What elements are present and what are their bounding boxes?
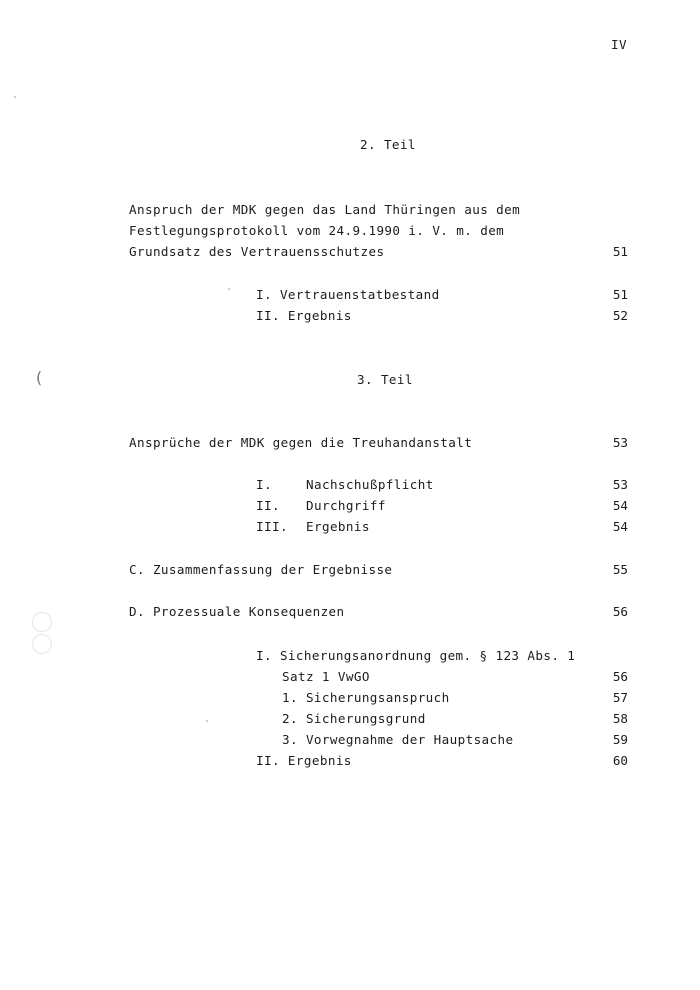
part-3-item-label: Durchgriff <box>306 498 386 513</box>
section-d-sub-i-line: Satz 1 VwGO <box>282 669 370 684</box>
section-d-sub-item-page: 57 <box>612 690 628 705</box>
scan-speck <box>14 96 16 98</box>
section-d-sub-item-page: 58 <box>612 711 628 726</box>
scan-speck <box>206 720 208 722</box>
section-d-sub-item-label: 1. Sicherungsanspruch <box>282 690 450 705</box>
section-d-sub-i-page: 56 <box>612 669 628 684</box>
part-2-title-line: Anspruch der MDK gegen das Land Thüringen aus dem <box>129 202 521 217</box>
part-2-item-label: II. Ergebnis <box>256 308 352 323</box>
section-d-sub-item-page: 59 <box>612 732 628 747</box>
part-3-title-page: 53 <box>612 435 628 450</box>
part-3-item-page: 54 <box>612 519 628 534</box>
part-2-title-line: Festlegungsprotokoll vom 24.9.1990 i. V. m. dem <box>129 223 505 238</box>
part-2-item-page: 52 <box>612 308 628 323</box>
section-c-page: 55 <box>612 562 628 577</box>
part-3-title: Ansprüche der MDK gegen die Treuhandanstalt <box>129 435 473 450</box>
punch-hole-mark <box>32 634 52 654</box>
section-d-sub-ii-page: 60 <box>612 753 628 768</box>
part-3-item-page: 53 <box>612 477 628 492</box>
punch-hole-mark <box>32 612 52 632</box>
scan-speck <box>228 288 230 290</box>
part-3-heading: 3. Teil <box>357 372 413 387</box>
part-3-item-num: II. <box>256 498 280 513</box>
section-d-page: 56 <box>612 604 628 619</box>
margin-mark: ( <box>34 368 44 387</box>
section-d-label: D. Prozessuale Konsequenzen <box>129 604 345 619</box>
part-2-item-page: 51 <box>612 287 628 302</box>
part-3-item-num: III. <box>256 519 288 534</box>
section-c-label: C. Zusammenfassung der Ergebnisse <box>129 562 393 577</box>
section-d-sub-i-line: I. Sicherungsanordnung gem. § 123 Abs. 1 <box>256 648 576 663</box>
part-3-item-num: I. <box>256 477 272 492</box>
part-2-title-line: Grundsatz des Vertrauensschutzes <box>129 244 385 259</box>
part-3-item-page: 54 <box>612 498 628 513</box>
part-3-item-label: Ergebnis <box>306 519 370 534</box>
section-d-sub-item-label: 3. Vorwegnahme der Hauptsache <box>282 732 514 747</box>
part-2-item-label: I. Vertrauenstatbestand <box>256 287 440 302</box>
part-2-heading: 2. Teil <box>360 137 416 152</box>
page-number: IV <box>611 37 627 52</box>
part-3-item-label: Nachschußpflicht <box>306 477 434 492</box>
section-d-sub-ii-label: II. Ergebnis <box>256 753 352 768</box>
section-d-sub-item-label: 2. Sicherungsgrund <box>282 711 426 726</box>
part-2-title-page: 51 <box>612 244 628 259</box>
